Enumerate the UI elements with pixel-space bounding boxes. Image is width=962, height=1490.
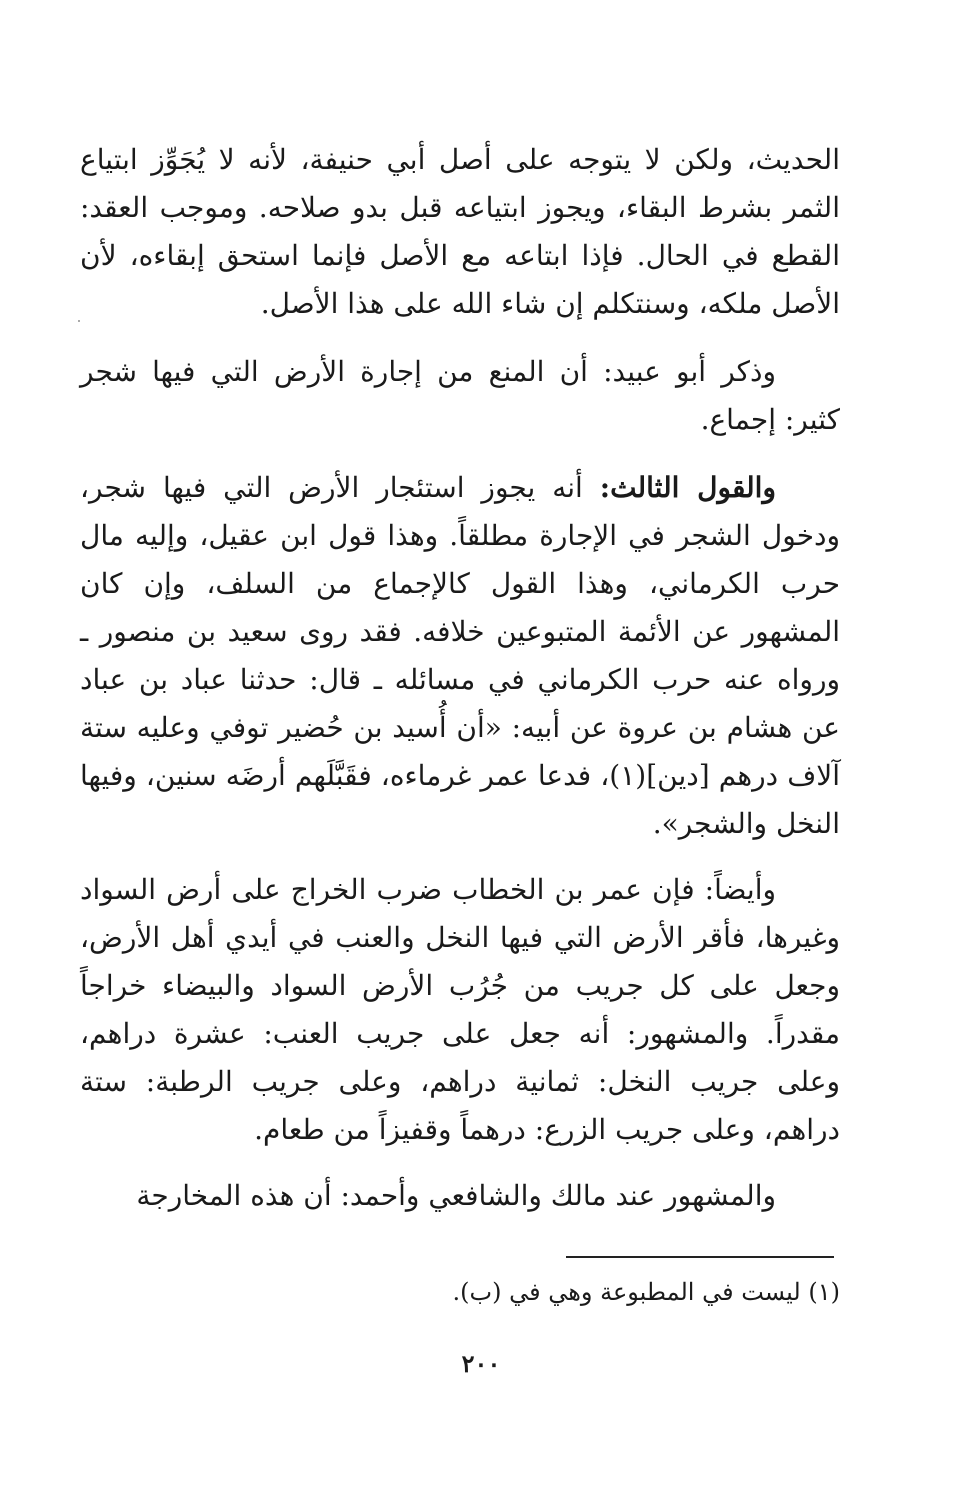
- paragraph-2-text: وذكر أبو عبيد: أن المنع من إجارة الأرض التي فيها شجر كثير: إجماع.: [80, 355, 840, 436]
- footnote: (١) ليست في المطبوعة وهي في (ب).: [452, 1278, 840, 1306]
- paragraph-4-text: وأيضاً: فإن عمر بن الخطاب ضرب الخراج على أرض السواد وغيرها، فأقر الأرض التي فيها النخل والعنب في أيدي أهل الأرض، وجعل على كل جريب من جُرُب الأرض السواد والبيضاء خراجاً مقدراً. والمشهور: أنه جعل على جريب العنب: عشرة دراهم، وعلى جريب النخل: ثمانية دراهم، وعلى جريب الرطبة: ستة دراهم، وعلى جريب الزرع: درهماً وقفيزاً من طعام.: [80, 873, 840, 1146]
- footnote-divider: [566, 1256, 834, 1258]
- paragraph-1-text: الحديث، ولكن لا يتوجه على أصل أبي حنيفة، لأنه لا يُجَوِّز ابتياع الثمر بشرط البقاء، ويجوز ابتياعه قبل بدو صلاحه. وموجب العقد: القطع في الحال. فإذا ابتاعه مع الأصل فإنما استحق إبقاءه، لأن الأصل ملكه، وسنتكلم إن شاء الله على هذا الأصل.: [80, 143, 840, 320]
- paragraph-4: [80, 866, 840, 1154]
- page-number: ٢٠٠: [461, 1349, 501, 1378]
- paragraph-3-text: أنه يجوز استئجار الأرض التي فيها شجر، ودخول الشجر في الإجارة مطلقاً. وهذا قول ابن عقيل، وإليه مال حرب الكرماني، وهذا القول كالإجماع من السلف، وإن كان المشهور عن الأئمة المتبوعين خلافه. فقد روى سعيد بن منصور ـ ورواه عنه حرب الكرماني في مسائله ـ قال: حدثنا عباد بن عباد عن هشام بن عروة عن أبيه: «أن أُسيد بن حُضير توفي وعليه ستة آلاف درهم [دين](١)، فدعا عمر غرماءه، فقَبَّلَهم أرضَه سنين، وفيها النخل والشجر».: [80, 471, 840, 840]
- paragraph-5-text: والمشهور عند مالك والشافعي وأحمد: أن هذه المخارجة: [136, 1179, 776, 1212]
- paragraph-3-heading: والقول الثالث:: [599, 471, 776, 504]
- paragraph-5: [80, 1172, 840, 1220]
- paragraph-2: [80, 348, 840, 444]
- paragraph-1: [80, 136, 840, 328]
- paragraph-3: [80, 464, 840, 848]
